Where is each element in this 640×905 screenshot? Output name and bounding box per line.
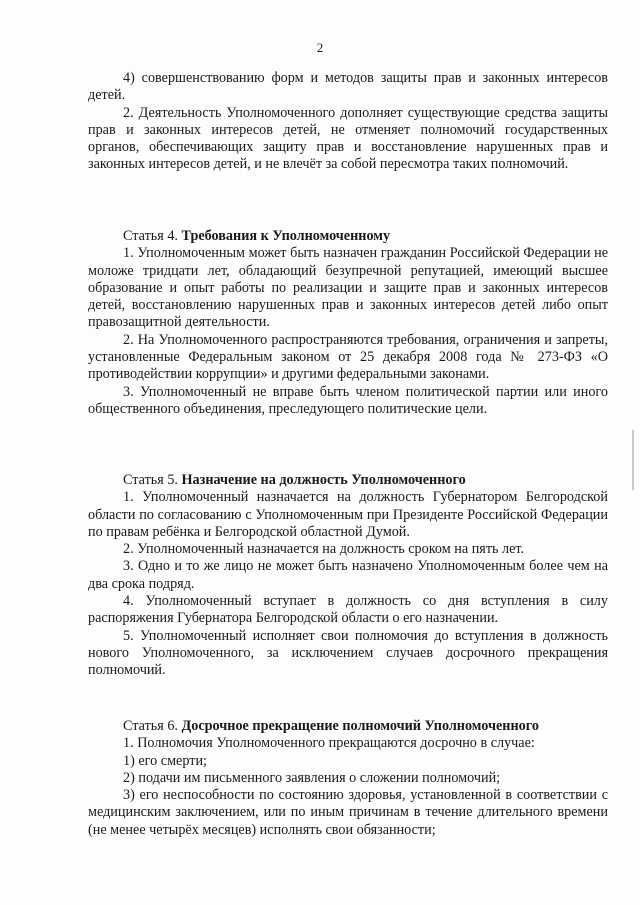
paragraph: 4) совершенствованию форм и методов защиты прав и законных интересов детей. [88,70,608,104]
article-6 [88,718,608,839]
article-heading [88,718,608,735]
paragraph: 1. Уполномоченный назначается на должность Губернатором Белгородской области по согласованию с Уполномоченным при Президенте Российской Федерации по правам ребёнка и Белгородской областной Думой. [88,489,608,540]
article-prefix: Статья 4. [123,228,178,244]
article-4 [88,228,608,418]
paragraph: 2. Деятельность Уполномоченного дополняет существующие средства защиты прав и законных интересов детей, не отменяет полномочий государственных органов, обеспечивающих защиту прав и восстановление нарушенных прав и законных интересов детей, и не влечёт за собой пересмотра таких полномочий. [88,104,608,173]
paragraph: 2. Уполномоченный назначается на должность сроком на пять лет. [123,541,525,558]
paragraph: 3) его неспособности по состоянию здоровья, установленной в соответствии с медицинским заключением, или по иным причинам в течение длительного времени (не менее четырёх месяцев) исполнять свои обязанности; [88,787,608,838]
article-title: Назначение на должность Уполномоченного [181,472,466,488]
paragraph: 1. Полномочия Уполномоченного прекращаются досрочно в случае: [123,735,535,752]
paragraph: 2. На Уполномоченного распространяются требования, ограничения и запреты, установленные Федеральным законом от 25 декабря 2008 года № 273-ФЗ «О противодействии коррупции» и другими федеральными законами. [88,331,608,383]
article-prefix: Статья 5. [123,472,178,488]
paragraph: 3. Одно и то же лицо не может быть назначено Уполномоченным более чем на два срока подряд. [88,558,608,592]
paragraph: 4. Уполномоченный вступает в должность со дня вступления в силу распоряжения Губернатора Белгородской области о его назначении. [88,593,608,627]
article-title: Досрочное прекращение полномочий Уполномоченного [181,718,539,734]
article-prefix: Статья 6. [123,718,178,734]
scan-edge-mark [632,430,634,490]
intro-block [88,70,608,174]
paragraph: 3. Уполномоченный не вправе быть членом политической партии или иного общественного объединения, преследующего политические цели. [88,383,608,417]
article-heading [88,228,608,245]
page-number: 2 [316,40,324,55]
paragraph: 1) его смерти; [123,752,207,769]
article-title: Требования к Уполномоченному [181,228,391,244]
paragraph: 1. Уполномоченным может быть назначен гражданин Российской Федерации не моложе тридцати лет, обладающий безупречной репутацией, имеющий высшее образование и опыт работы по реализации и защите прав и законных интересов детей, восстановлению нарушенных прав и законных интересов детей либо опыт правозащитной деятельности. [88,245,608,331]
article-heading [88,472,608,489]
paragraph: 5. Уполномоченный исполняет свои полномочия до вступления в должность нового Уполномоченного, за исключением случаев досрочного прекращения полномочий. [88,627,608,679]
article-5 [88,472,608,680]
paragraph: 2) подачи им письменного заявления о сложении полномочий; [123,769,501,786]
